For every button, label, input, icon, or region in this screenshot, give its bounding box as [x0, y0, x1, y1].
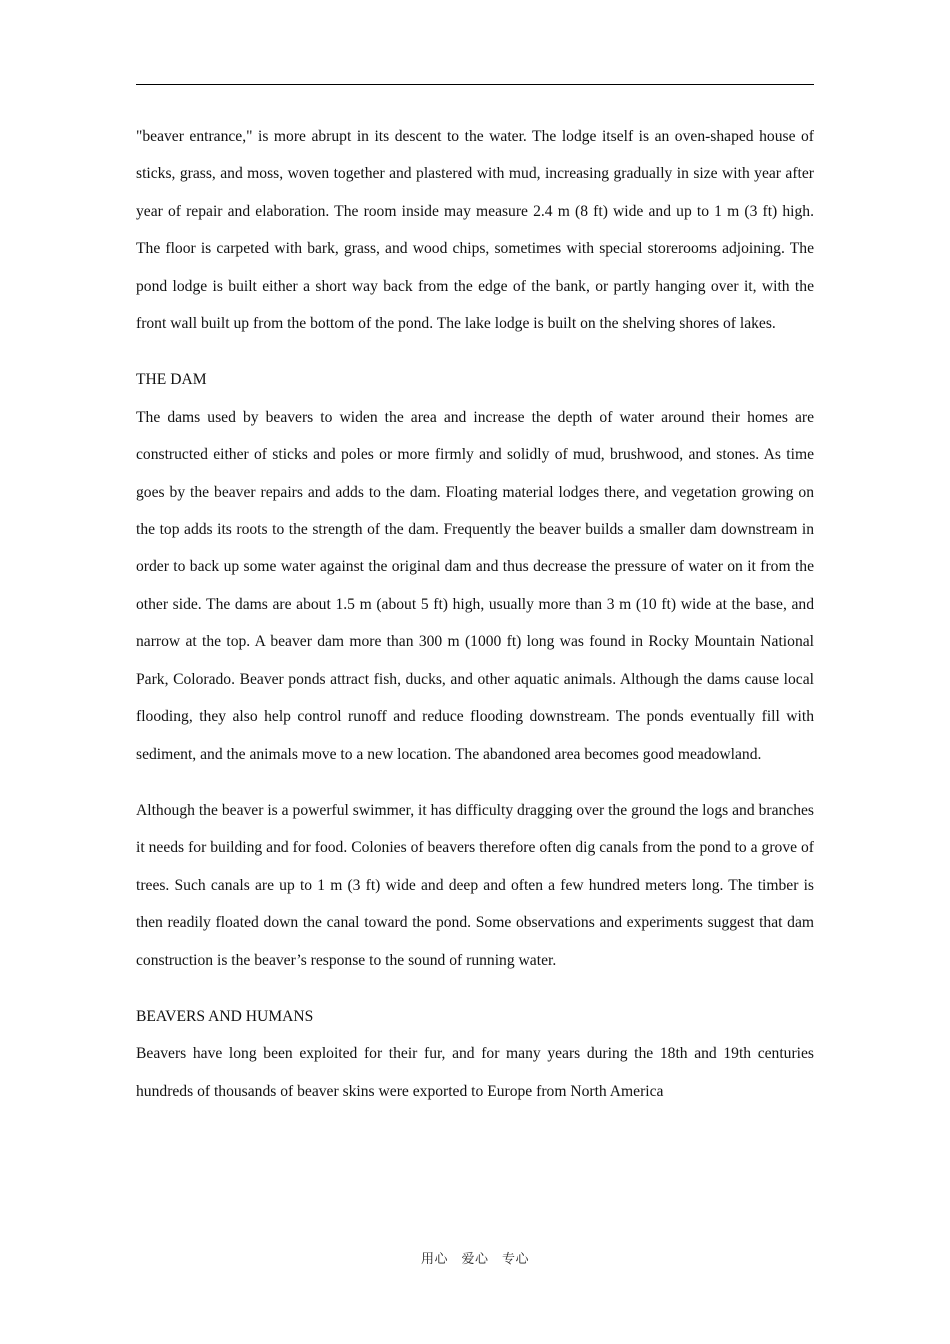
paragraph-lodge-continued: "beaver entrance," is more abrupt in its descent to the water. The lodge itself is an oven-shaped house of sticks, grass, and moss, woven together and plastered with mud, increasing gradually in size with year after year of repair and elaboration. The room inside may measure 2.4 m (8 ft) wide and up to 1 m (3 ft) high. The floor is carpeted with bark, grass, and wood chips, sometimes with special storerooms adjoining. The pond lodge is built either a short way back from the edge of the bank, or partly hanging over it, with the front wall built up from the bottom of the pond. The lake lodge is built on the shelving shores of lakes.	[136, 128, 814, 333]
page-footer: 用心 爱心 专心	[420, 1252, 529, 1267]
section-heading-the-dam: THE DAM	[136, 371, 207, 389]
document-body	[136, 118, 814, 1110]
paragraph-beavers-and-humans: Beavers have long been exploited for their fur, and for many years during the 18th and 19th centuries hundreds of thousands of beaver skins were exported to Europe from North America	[136, 1045, 814, 1100]
section-heading-beavers-and-humans: BEAVERS AND HUMANS	[136, 1007, 314, 1025]
paragraph-canals: Although the beaver is a powerful swimmer, it has difficulty dragging over the ground the logs and branches it needs for building and for food. Colonies of beavers therefore often dig canals from the pond to a grove of trees. Such canals are up to 1 m (3 ft) wide and deep and often a few hundred meters long. The timber is then readily floated down the canal toward the pond. Some observations and experiments suggest that dam construction is the beaver’s response to the sound of running water.	[136, 801, 814, 969]
header-rule	[136, 84, 814, 85]
paragraph-dam: The dams used by beavers to widen the area and increase the depth of water around their homes are constructed either of sticks and poles or more firmly and solidly of mud, brushwood, and stones. As time goes by the beaver repairs and adds to the dam. Floating material lodges there, and vegetation growing on the top adds its roots to the strength of the dam. Frequently the beaver builds a smaller dam downstream in order to back up some water against the original dam and thus decrease the pressure of water on it from the other side. The dams are about 1.5 m (about 5 ft) high, usually more than 3 m (10 ft) wide at the base, and narrow at the top. A beaver dam more than 300 m (1000 ft) long was found in Rocky Mountain National Park, Colorado. Beaver ponds attract fish, ducks, and other aquatic animals. Although the dams cause local flooding, they also help control runoff and reduce flooding downstream. The ponds eventually fill with sediment, and the animals move to a new location. The abandoned area becomes good meadowland.	[136, 408, 814, 763]
